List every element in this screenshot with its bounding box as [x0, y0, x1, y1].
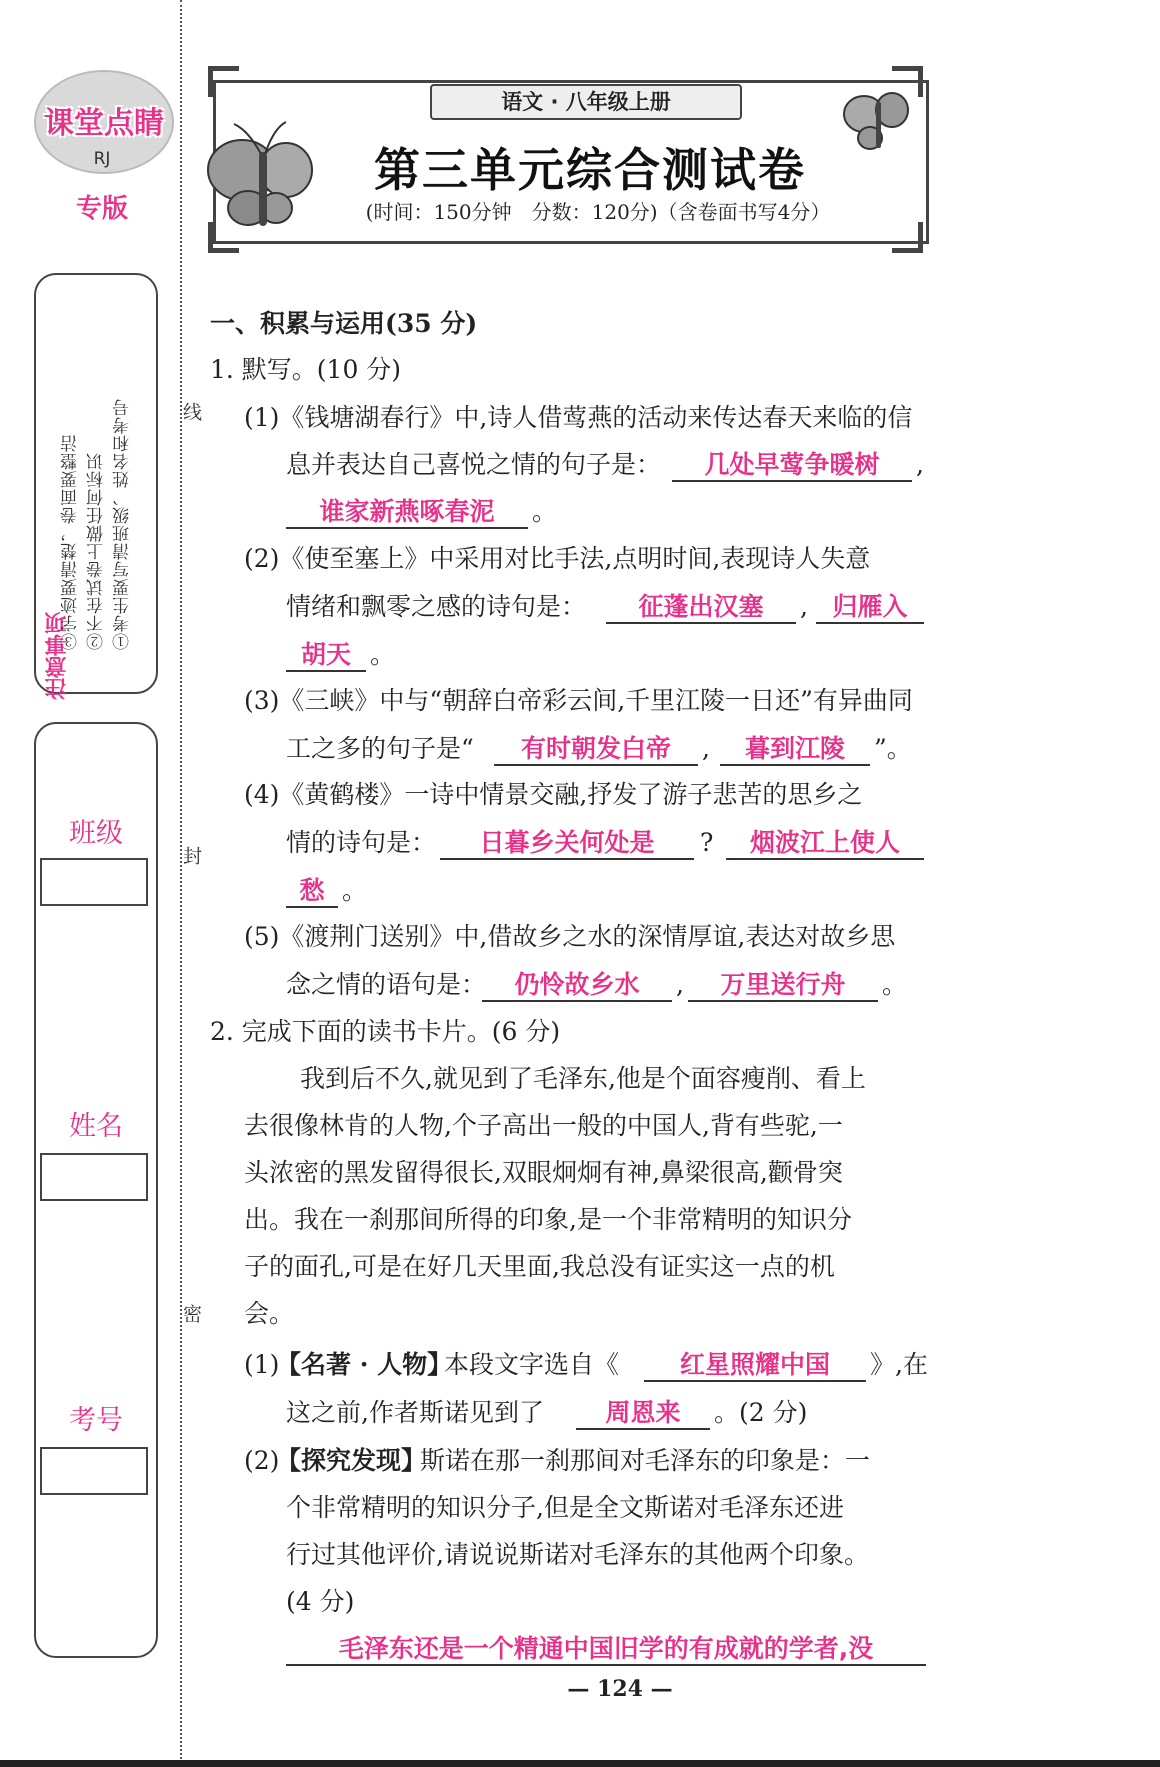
brand-logo-title: 课堂点睛 [44, 106, 164, 141]
answer-blank[interactable]: 谁家新燕啄春泥 [286, 497, 528, 529]
corner-ornament [892, 222, 923, 253]
q1-4-text: 情的诗句是： [286, 828, 437, 857]
q2-2-tag: 【探究发现】 [276, 1446, 427, 1475]
answer-blank[interactable]: 归雁入 [816, 592, 924, 624]
q1-5-text: 念之情的语句是： [286, 970, 487, 999]
binding-dashed-line [180, 0, 182, 1767]
passage-line: 我到后不久,就见到了毛泽东,他是个面容瘦削、看上 [300, 1064, 866, 1093]
class-label: 班级 [69, 818, 123, 849]
question-2-title: 2. 完成下面的读书卡片。(6 分) [210, 1017, 561, 1046]
exam-id-field[interactable] [40, 1447, 148, 1495]
q2-2-text: (4 分) [286, 1587, 355, 1616]
q2-2-text: 斯诺在那一刹那间对毛泽东的印象是：一 [420, 1446, 871, 1475]
answer-blank[interactable]: 胡天 [286, 640, 366, 672]
notice-item: ③字迹要清楚，卷面要整洁 [61, 434, 81, 650]
passage-line: 子的面孔,可是在好几天里面,我总没有证实这一点的机 [244, 1252, 835, 1281]
answer-blank[interactable]: 有时朝发白帝 [494, 734, 698, 766]
q2-2-text: 行过其他评价,请说说斯诺对毛泽东的其他两个印象。 [286, 1540, 869, 1569]
q2-2-prefix: (2) [244, 1446, 280, 1475]
page-number: — 124 — [567, 1676, 673, 1702]
answer-blank[interactable]: 征蓬出汉塞 [606, 592, 796, 624]
passage-line: 出。我在一刹那间所得的印象,是一个非常精明的知识分 [244, 1205, 852, 1234]
q2-1-text: 。(2 分) [714, 1398, 808, 1427]
q2-1-prefix: (1) [244, 1350, 280, 1379]
answer-blank[interactable]: 暮到江陵 [720, 734, 870, 766]
question-1-title: 1. 默写。(10 分) [210, 355, 402, 384]
q1-2-text: (2)《使至塞上》中采用对比手法,点明时间,表现诗人失意 [244, 544, 871, 573]
q2-1-tag: 【名著 · 人物】 [276, 1350, 453, 1379]
name-label: 姓名 [69, 1111, 123, 1142]
passage-line: 会。 [244, 1299, 295, 1328]
answer-blank[interactable]: 红星照耀中国 [644, 1350, 866, 1382]
book-subtitle: 语文 · 八年级上册 [430, 84, 742, 120]
answer-blank[interactable]: 几处早莺争暖树 [672, 450, 912, 482]
answer-blank[interactable]: 仍怜故乡水 [482, 970, 672, 1002]
notice-heading: 注意事项 [45, 612, 70, 700]
answer-blank[interactable]: 愁 [286, 876, 338, 908]
passage-line: 去很像林肯的人物,个子高出一般的中国人,背有些驼,一 [244, 1111, 843, 1140]
brand-edition-label: 专版 [75, 194, 128, 224]
q1-1-text: 息并表达自己喜悦之情的句子是： [286, 450, 662, 479]
q1-4-text: (4)《黄鹤楼》一诗中情景交融,抒发了游子悲苦的思乡之 [244, 780, 863, 809]
notice-item: ②不在试卷上做任何标识 [87, 452, 107, 650]
brand-logo-edition-code: RJ [93, 149, 111, 169]
butterfly-icon [204, 112, 314, 237]
answer-blank[interactable]: 日暮乡关何处是 [440, 828, 694, 860]
q2-1-text: 本段文字选自《 [444, 1350, 620, 1379]
name-field[interactable] [40, 1153, 148, 1201]
page-title: 第三单元综合测试卷 [374, 143, 806, 197]
butterfly-icon [842, 80, 912, 160]
cut-mark-secret: 密 [180, 1304, 202, 1323]
q1-5-text: (5)《渡荆门送别》中,借故乡之水的深情厚谊,表达对故乡思 [244, 922, 896, 951]
q1-1-text: (1)《钱塘湖春行》中,诗人借莺燕的活动来传达春天来临的信 [244, 403, 913, 432]
q1-3-text: 工之多的句子是“ [286, 734, 474, 763]
q1-2-text: 情绪和飘零之感的诗句是： [286, 592, 587, 621]
class-field[interactable] [40, 858, 148, 906]
answer-blank[interactable]: 万里送行舟 [688, 970, 878, 1002]
cut-mark-seal: 封 [180, 846, 202, 865]
answer-blank[interactable]: 烟波江上使人 [726, 828, 924, 860]
passage-line: 头浓密的黑发留得很长,双眼炯炯有神,鼻梁很高,颧骨突 [244, 1158, 843, 1187]
q2-1-text: 这之前,作者斯诺见到了 [286, 1398, 544, 1427]
bottom-edge [0, 1760, 1160, 1767]
exam-meta: (时间：150分钟 分数：120分)（含卷面书写4分） [365, 200, 831, 224]
notice-item: ①考生要写清班级、姓名和考号 [113, 398, 133, 650]
q1-3-text: (3)《三峡》中与“朝辞白帝彩云间,千里江陵一日还”有异曲同 [244, 686, 913, 715]
exam-id-label: 考号 [69, 1405, 123, 1436]
answer-blank[interactable]: 周恩来 [576, 1398, 710, 1430]
cut-mark-line: 线 [180, 402, 202, 421]
answer-line[interactable]: 毛泽东还是一个精通中国旧学的有成就的学者,没 [286, 1634, 926, 1666]
corner-ornament [208, 66, 239, 97]
q2-1-text: 》,在 [870, 1350, 928, 1379]
section-heading: 一、积累与运用(35 分) [210, 309, 478, 338]
q2-2-text: 个非常精明的知识分子,但是全文斯诺对毛泽东还进 [286, 1493, 844, 1522]
